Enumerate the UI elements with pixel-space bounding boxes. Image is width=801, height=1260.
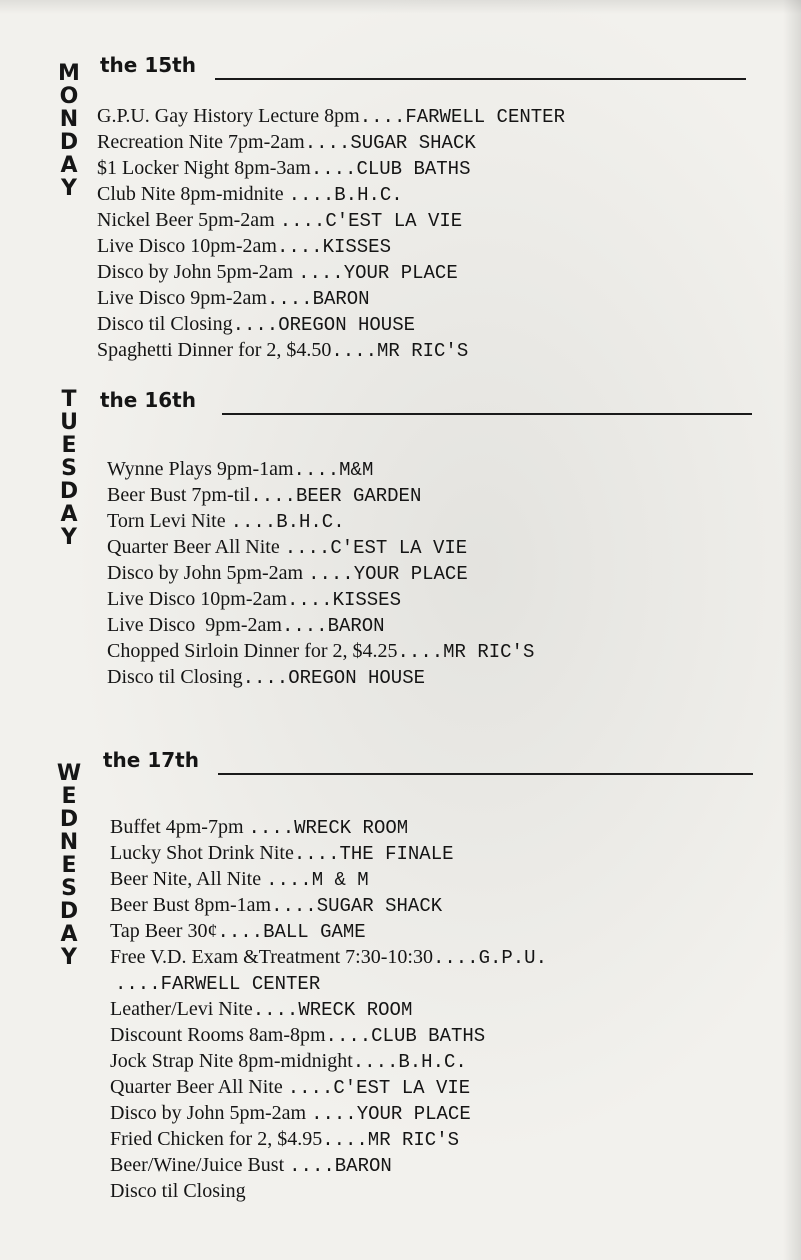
event-description: Disco til Closing [97, 313, 233, 335]
event-description: Beer Nite, All Nite [110, 868, 267, 890]
event-description: Free V.D. Exam &Treatment 7:30-10:30 [110, 946, 433, 968]
event-venue: BEER GARDEN [295, 485, 422, 507]
event-listing [110, 893, 780, 919]
dot-leader: .... [311, 1103, 357, 1125]
event-listing [110, 1075, 780, 1101]
event-listing [107, 665, 777, 691]
event-description: Wynne Plays 9pm-1am [107, 458, 294, 480]
event-listing [97, 338, 767, 364]
event-listing [97, 312, 767, 338]
event-list-tuesday [107, 457, 777, 691]
dot-leader: .... [352, 1051, 399, 1073]
date-header-wednesday [103, 747, 755, 777]
day-letter: N [59, 830, 79, 855]
event-listing [110, 1049, 780, 1075]
paper-top-shadow [0, 0, 801, 14]
event-description: G.P.U. Gay History Lecture 8pm [97, 105, 360, 127]
event-venue: CLUB BATHS [371, 1025, 486, 1047]
dot-leader: .... [286, 589, 333, 611]
day-letter: D [59, 130, 79, 155]
event-listing [97, 208, 767, 234]
event-description: Club Nite 8pm-midnite [97, 183, 289, 205]
event-description: Disco by John 5pm-2am [110, 1102, 312, 1124]
day-letter: D [59, 899, 79, 924]
day-letter: D [59, 479, 79, 504]
day-letter: E [61, 433, 77, 458]
event-listing [110, 1127, 780, 1153]
event-listing [97, 104, 767, 130]
dot-leader: .... [325, 1025, 372, 1047]
dot-leader: .... [310, 158, 357, 180]
dot-leader: .... [230, 511, 277, 533]
dot-leader: .... [266, 288, 313, 310]
event-venue: FARWELL CENTER [160, 973, 321, 995]
event-venue: B.H.C. [334, 184, 403, 206]
event-listing [110, 815, 780, 841]
event-description: Nickel Beer 5pm-2am [97, 209, 280, 231]
event-description: Buffet 4pm-7pm [110, 816, 249, 838]
event-venue: WRECK ROOM [298, 999, 413, 1021]
dot-leader: .... [289, 1155, 335, 1177]
event-list-monday [97, 104, 767, 364]
day-label-wednesday [56, 762, 82, 969]
paper-edge-shadow [783, 0, 801, 1260]
event-listing [97, 234, 767, 260]
dot-leader: .... [288, 184, 335, 206]
event-description: Beer/Wine/Juice Bust [110, 1154, 290, 1176]
event-listing [97, 130, 767, 156]
event-description: Beer Bust 8pm-1am [110, 894, 272, 916]
event-listing [107, 509, 777, 535]
day-letter: S [61, 456, 77, 481]
event-venue: C'EST LA VIE [330, 537, 468, 559]
date-label: the 15th [100, 53, 196, 77]
event-venue: OREGON HOUSE [278, 314, 416, 336]
event-listing [110, 1023, 780, 1049]
dot-leader: .... [287, 1077, 334, 1099]
day-letter: E [61, 784, 77, 809]
dot-leader: .... [115, 973, 161, 995]
dot-leader: .... [250, 485, 296, 507]
header-rule [215, 78, 746, 80]
event-list-wednesday [110, 815, 780, 1205]
dot-leader: .... [359, 106, 406, 128]
dot-leader: .... [266, 869, 312, 891]
day-letter: S [61, 876, 77, 901]
event-venue: MR RIC'S [377, 340, 469, 362]
event-listing [107, 587, 777, 613]
event-venue: SUGAR SHACK [350, 132, 476, 154]
event-description: Beer Bust 7pm-til [107, 484, 251, 506]
event-venue: KISSES [322, 236, 391, 258]
dot-leader: .... [397, 641, 444, 663]
event-venue: MR RIC'S [443, 641, 535, 663]
event-description: $1 Locker Night 8pm-3am [97, 157, 311, 179]
dot-leader: .... [322, 1129, 368, 1151]
day-letter: Y [61, 945, 77, 970]
dot-leader: .... [308, 563, 354, 585]
day-letter: A [60, 502, 78, 527]
event-listing [107, 457, 777, 483]
event-venue: CLUB BATHS [356, 158, 471, 180]
event-venue: BARON [312, 288, 370, 310]
dot-leader: .... [217, 921, 264, 943]
dot-leader: .... [276, 236, 323, 258]
dot-leader: .... [271, 895, 317, 917]
event-description: Disco til Closing [110, 1180, 246, 1202]
day-letter: Y [61, 525, 77, 550]
event-listing [110, 841, 780, 867]
dot-leader: .... [279, 210, 326, 232]
day-letter: Y [61, 176, 77, 201]
event-listing [97, 156, 767, 182]
day-letter: M [58, 61, 80, 86]
event-description: Disco by John 5pm-2am [107, 562, 309, 584]
event-venue: BALL GAME [263, 921, 366, 943]
day-label-monday [56, 62, 82, 200]
dot-leader: .... [232, 314, 279, 336]
event-description: Fried Chicken for 2, $4.95 [110, 1128, 323, 1150]
dot-leader: .... [298, 262, 344, 284]
event-description: Live Disco 9pm-2am [97, 287, 267, 309]
event-venue: B.H.C. [398, 1051, 467, 1073]
dot-leader: .... [281, 615, 328, 637]
event-description: Quarter Beer All Nite [107, 536, 285, 558]
day-letter: W [56, 761, 82, 786]
day-letter: U [60, 410, 78, 435]
dot-leader: .... [304, 132, 351, 154]
event-venue: WRECK ROOM [294, 817, 409, 839]
event-description: Live Disco 9pm-2am [107, 614, 282, 636]
dot-leader: .... [284, 537, 331, 559]
event-listing [97, 286, 767, 312]
event-venue: KISSES [332, 589, 401, 611]
event-venue: G.P.U. [478, 947, 547, 969]
event-venue: B.H.C. [276, 511, 345, 533]
event-venue: OREGON HOUSE [288, 667, 426, 689]
dot-leader: .... [432, 947, 479, 969]
event-listing [107, 535, 777, 561]
event-listing [110, 1153, 780, 1179]
event-description: Recreation Nite 7pm-2am [97, 131, 305, 153]
date-label: the 16th [100, 388, 196, 412]
event-venue: M & M [311, 869, 369, 891]
event-description: Tap Beer 30¢ [110, 920, 218, 942]
event-venue: SUGAR SHACK [316, 895, 443, 917]
date-label: the 17th [103, 748, 199, 772]
event-listing [110, 919, 780, 945]
event-description: Disco til Closing [107, 666, 243, 688]
event-listing [97, 260, 767, 286]
event-description: Leather/Levi Nite [110, 998, 253, 1020]
event-description: Chopped Sirloin Dinner for 2, $4.25 [107, 640, 398, 662]
day-letter: A [60, 922, 78, 947]
event-description: Torn Levi Nite [107, 510, 231, 532]
event-description: Spaghetti Dinner for 2, $4.50 [97, 339, 332, 361]
event-listing [110, 1179, 780, 1205]
dot-leader: .... [293, 459, 340, 481]
day-letter: T [61, 387, 77, 412]
event-venue: MR RIC'S [367, 1129, 460, 1151]
header-rule [222, 413, 752, 415]
event-listing [107, 561, 777, 587]
event-description: Discount Rooms 8am-8pm [110, 1024, 326, 1046]
event-description: Live Disco 10pm-2am [107, 588, 287, 610]
dot-leader: .... [242, 667, 289, 689]
event-description: Live Disco 10pm-2am [97, 235, 277, 257]
event-venue: YOUR PLACE [353, 563, 468, 585]
dot-leader: .... [252, 999, 299, 1021]
dot-leader: .... [293, 843, 340, 865]
event-venue: THE FINALE [339, 843, 454, 865]
event-listing [107, 639, 777, 665]
day-letter: A [60, 153, 78, 178]
date-header-monday [100, 52, 750, 82]
event-venue: BARON [327, 615, 385, 637]
event-venue: M&M [339, 459, 374, 481]
header-rule [218, 773, 753, 775]
date-header-tuesday [100, 387, 754, 417]
event-description: Jock Strap Nite 8pm-midnight [110, 1050, 353, 1072]
event-listing [110, 971, 780, 997]
day-letter: O [59, 84, 79, 109]
event-venue: FARWELL CENTER [405, 106, 565, 128]
event-venue: C'EST LA VIE [325, 210, 463, 232]
event-description: Quarter Beer All Nite [110, 1076, 288, 1098]
day-letter: N [59, 107, 79, 132]
event-listing [110, 945, 780, 971]
event-listing [110, 867, 780, 893]
dot-leader: .... [248, 817, 295, 839]
event-venue: YOUR PLACE [356, 1103, 471, 1125]
event-venue: BARON [334, 1155, 392, 1177]
event-description: Disco by John 5pm-2am [97, 261, 299, 283]
event-listing [97, 182, 767, 208]
dot-leader: .... [331, 340, 378, 362]
event-listing [107, 483, 777, 509]
event-listing [110, 1101, 780, 1127]
day-letter: D [59, 807, 79, 832]
event-description: Lucky Shot Drink Nite [110, 842, 294, 864]
event-venue: YOUR PLACE [343, 262, 458, 284]
event-listing [107, 613, 777, 639]
day-letter: E [61, 853, 77, 878]
day-label-tuesday [56, 388, 82, 549]
event-venue: C'EST LA VIE [333, 1077, 471, 1099]
event-listing [110, 997, 780, 1023]
